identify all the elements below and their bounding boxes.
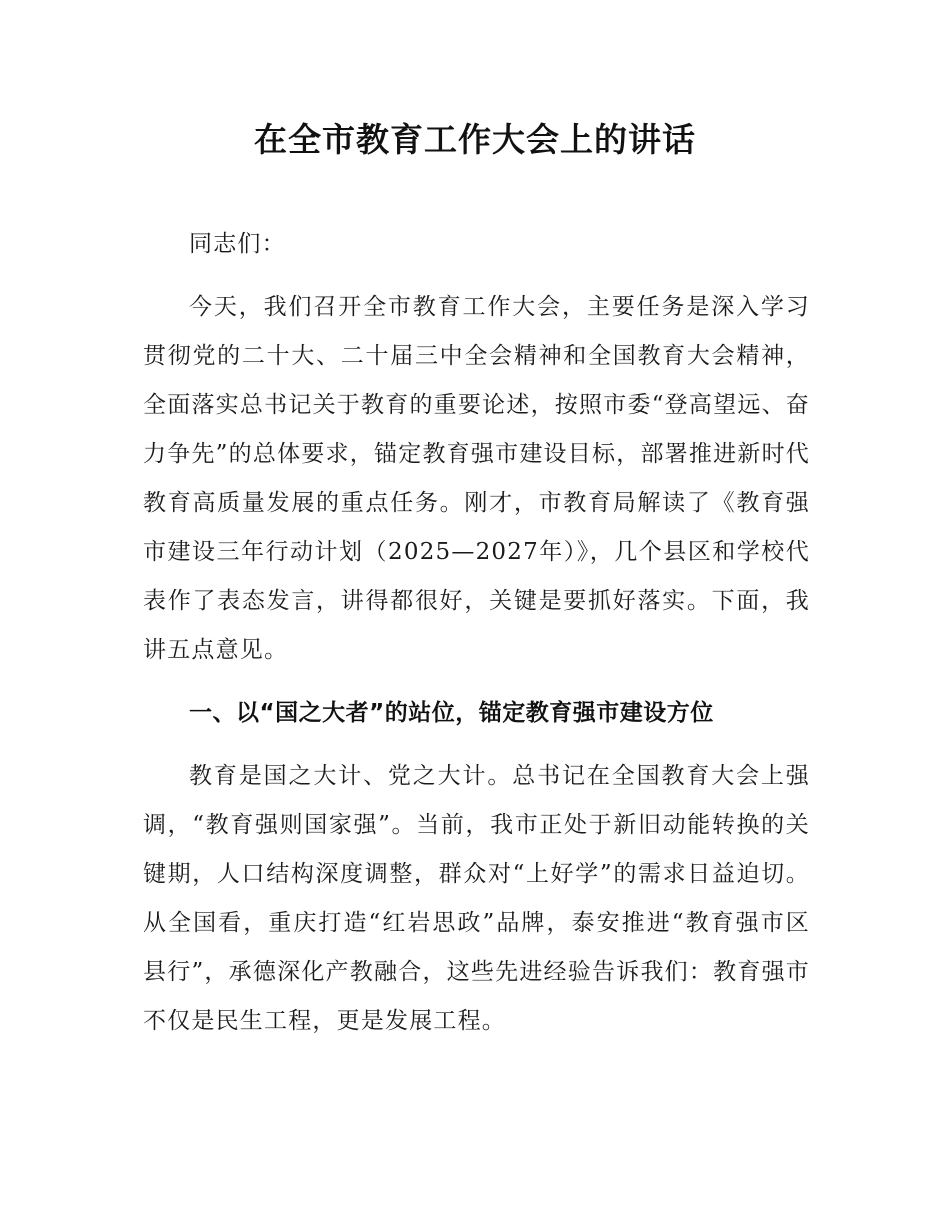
paragraph-intro: 今天，我们召开全市教育工作大会，主要任务是深入学习贯彻党的二十大、二十届三中全会精神和全国教育大会精神，全面落实总书记关于教育的重要论述，按照市委“登高望远、奋力争先”的总体要求，锚定教育强市建设目标，部署推进新时代教育高质量发展的重点任务。刚才，市教育局解读了《教育强市建设三年行动计划（2025—2027年）》，几个县区和学校代表作了表态发言，讲得都很好，关键是要抓好落实。下面，我讲五点意见。 bbox=[143, 294, 810, 663]
section-heading-1: 一、以“国之大者”的站位，锚定教育强市建设方位 bbox=[189, 700, 714, 726]
paragraph-section-1: 教育是国之大计、党之大计。总书记在全国教育大会上强调，“教育强则国家强”。当前，我市正处于新旧动能转换的关键期，人口结构深度调整，群众对“上好学”的需求日益迫切。从全国看，重庆打造“红岩思政”品牌，泰安推进“教育强市区县行”，承德深化产教融合，这些先进经验告诉我们：教育强市不仅是民生工程，更是发展工程。 bbox=[143, 763, 810, 1034]
document-body bbox=[143, 220, 810, 1046]
greeting: 同志们： bbox=[189, 231, 286, 257]
document-title: 在全市教育工作大会上的讲话 bbox=[254, 120, 696, 159]
